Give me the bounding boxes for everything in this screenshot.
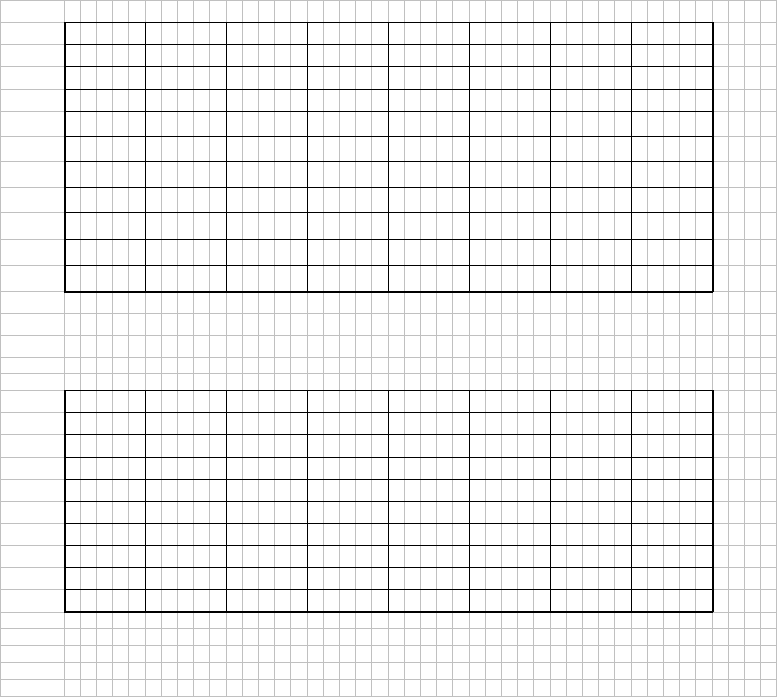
ratio-cell[interactable]	[145, 567, 226, 589]
output-label	[0, 22, 64, 44]
border	[712, 22, 714, 292]
gear-cell[interactable]	[469, 239, 550, 265]
gear-cell[interactable]	[145, 161, 226, 187]
gear-cell[interactable]	[64, 89, 145, 111]
gears-row-label-right	[712, 187, 742, 212]
ratio-cell[interactable]	[226, 501, 307, 523]
gear-cell[interactable]	[388, 239, 469, 265]
gears-row-label-right	[712, 161, 742, 187]
ratio-cell[interactable]	[550, 567, 631, 589]
ratio-cell[interactable]	[388, 479, 469, 501]
gear-cell[interactable]	[631, 89, 712, 111]
ratio-cell[interactable]	[469, 457, 550, 479]
gridline	[0, 662, 777, 663]
ratio-cell[interactable]	[307, 523, 388, 545]
border	[64, 22, 66, 292]
gear-cell[interactable]	[226, 161, 307, 187]
gear-cell[interactable]	[469, 89, 550, 111]
ratio-cell[interactable]	[64, 479, 145, 501]
ratio-cell[interactable]	[307, 479, 388, 501]
ratios-row-label-right	[712, 523, 742, 545]
target-value	[631, 357, 712, 373]
gears-col-footer-a	[64, 265, 145, 291]
ratio-cell[interactable]	[388, 567, 469, 589]
ratio-cell[interactable]	[550, 479, 631, 501]
ratio-cell[interactable]	[307, 457, 388, 479]
gear-cell[interactable]	[145, 66, 226, 89]
gear-cell[interactable]	[145, 212, 226, 239]
gears-col-footer-g	[550, 265, 631, 291]
target-label	[0, 357, 64, 373]
ratios-row-label-right	[712, 457, 742, 479]
ratios-col-header-a	[64, 390, 145, 412]
ratios-col-footer-d	[307, 589, 388, 612]
gears-col-footer-f	[469, 265, 550, 291]
ratios-col-header-e	[388, 390, 469, 412]
gear-cell[interactable]	[226, 187, 307, 212]
gridline	[0, 313, 777, 314]
range-value	[307, 373, 388, 390]
gear-cell[interactable]	[145, 239, 226, 265]
ratio-cell[interactable]	[631, 457, 712, 479]
ratios-col-footer-f	[469, 589, 550, 612]
ratio-cell[interactable]	[226, 434, 307, 457]
ratios-col-header-f	[469, 390, 550, 412]
gears-row-label	[0, 89, 48, 111]
gear-cell[interactable]	[226, 89, 307, 111]
ratio-cell[interactable]	[226, 545, 307, 567]
gear-cell[interactable]	[307, 212, 388, 239]
ratio-cell[interactable]	[226, 479, 307, 501]
count-label	[0, 679, 64, 696]
gears-col-footer-h	[631, 265, 712, 291]
gears-col-header-g	[550, 44, 631, 66]
gear-cell[interactable]	[307, 89, 388, 111]
ratios-col-footer-g	[550, 589, 631, 612]
ratio-cell[interactable]	[226, 412, 307, 434]
count-value	[64, 645, 96, 662]
count-label	[0, 628, 64, 645]
ratio-cell[interactable]	[550, 501, 631, 523]
ratio-cell[interactable]	[469, 434, 550, 457]
gear-cell[interactable]	[145, 187, 226, 212]
gear-cell[interactable]	[145, 111, 226, 136]
gears-row-label	[0, 111, 48, 136]
ratio-cell[interactable]	[550, 523, 631, 545]
total-label	[145, 645, 226, 662]
gear-cell[interactable]	[469, 187, 550, 212]
ratio-cell[interactable]	[631, 567, 712, 589]
total-value	[242, 662, 290, 679]
ratio-cell[interactable]	[64, 434, 145, 457]
gear-cell[interactable]	[550, 187, 631, 212]
range-value	[64, 373, 145, 390]
ratios-col-footer-e	[388, 589, 469, 612]
ratio-cell[interactable]	[550, 545, 631, 567]
total-label	[145, 662, 226, 679]
target-value	[64, 357, 145, 373]
border	[145, 22, 146, 292]
border	[226, 22, 227, 292]
output-value-g	[550, 22, 631, 44]
range-value	[388, 373, 469, 390]
ratio-cell[interactable]	[469, 479, 550, 501]
gear-cell[interactable]	[469, 66, 550, 89]
border	[64, 390, 66, 612]
high-label	[712, 357, 776, 373]
target-value	[307, 357, 388, 373]
ratios-col-header-c	[226, 390, 307, 412]
ratio-cell[interactable]	[145, 412, 226, 434]
gear-cell[interactable]	[631, 136, 712, 161]
ratio-cell[interactable]	[550, 434, 631, 457]
ratio-cell[interactable]	[145, 434, 226, 457]
ratios-row-label	[0, 567, 62, 589]
ratio-cell[interactable]	[145, 545, 226, 567]
gear-cell[interactable]	[631, 187, 712, 212]
gear-cell[interactable]	[64, 212, 145, 239]
gear-cell[interactable]	[388, 212, 469, 239]
ratios-row-label	[0, 523, 62, 545]
gears-row-label-right	[712, 89, 742, 111]
ratios-col-header-g	[550, 390, 631, 412]
border	[388, 22, 389, 292]
ratio-cell[interactable]	[631, 412, 712, 434]
border	[550, 22, 551, 292]
gears-col-header-b	[145, 44, 226, 66]
gears-row-label-right	[712, 212, 742, 239]
gear-cell[interactable]	[307, 66, 388, 89]
ratio-cell[interactable]	[631, 545, 712, 567]
ratio-cell[interactable]	[631, 434, 712, 457]
ratios-col-header-h	[631, 390, 712, 412]
count-value	[64, 662, 96, 679]
target-value	[388, 357, 469, 373]
gear-cell[interactable]	[550, 66, 631, 89]
gear-cell[interactable]	[307, 136, 388, 161]
output-value-a	[64, 22, 145, 44]
ratio-cell[interactable]	[226, 457, 307, 479]
gears-col-header-d	[307, 44, 388, 66]
total-label	[145, 628, 226, 645]
ratio-cell[interactable]	[550, 457, 631, 479]
ratios-row-label-right	[712, 479, 742, 501]
ratio-cell[interactable]	[145, 523, 226, 545]
gear-cell[interactable]	[226, 239, 307, 265]
result-shaft	[339, 645, 355, 662]
total-value	[242, 645, 290, 662]
result-high	[404, 645, 437, 662]
gear-cell[interactable]	[469, 136, 550, 161]
gridline	[0, 679, 777, 680]
ratios-row-label-right	[712, 545, 742, 567]
result-ratio	[598, 645, 647, 662]
gear-cell[interactable]	[550, 89, 631, 111]
gear-cell[interactable]	[388, 187, 469, 212]
gear-cell[interactable]	[307, 111, 388, 136]
gears-title	[64, 0, 712, 22]
ratios-row-label	[0, 501, 62, 523]
border	[145, 390, 146, 612]
range-value	[550, 373, 631, 390]
gears-row-label	[0, 66, 48, 89]
output-value-e	[388, 22, 469, 44]
gear-cell[interactable]	[307, 187, 388, 212]
ratios-col-footer-b	[145, 589, 226, 612]
count-value	[64, 679, 96, 696]
output-value-b	[145, 22, 226, 44]
ratios-row-label-right	[712, 434, 742, 457]
gear-cell[interactable]	[388, 66, 469, 89]
ratio-cell[interactable]	[307, 545, 388, 567]
gears-row-label	[0, 239, 48, 265]
count-label	[0, 645, 64, 662]
gear-cell[interactable]	[145, 136, 226, 161]
border	[469, 390, 470, 612]
border	[307, 22, 308, 292]
gear-cell[interactable]	[631, 66, 712, 89]
border	[550, 390, 551, 612]
ratio-cell[interactable]	[64, 457, 145, 479]
ratio-cell[interactable]	[64, 412, 145, 434]
ratio-cell[interactable]	[307, 567, 388, 589]
count-label	[0, 662, 64, 679]
gear-cell[interactable]	[226, 66, 307, 89]
gear-cell[interactable]	[64, 187, 145, 212]
ratio-cell[interactable]	[307, 412, 388, 434]
gears-row-label-right	[712, 66, 742, 89]
border	[388, 390, 389, 612]
ratios-row-label-right	[712, 501, 742, 523]
gear-cell[interactable]	[631, 212, 712, 239]
total-value	[242, 628, 290, 645]
ratios-row-label	[0, 479, 62, 501]
ratios-row-label-right	[712, 412, 742, 434]
gear-cell[interactable]	[226, 136, 307, 161]
gear-cell[interactable]	[550, 239, 631, 265]
gear-cell[interactable]	[388, 136, 469, 161]
gears-col-footer-b	[145, 265, 226, 291]
range-value	[145, 373, 226, 390]
ratio-cell[interactable]	[388, 523, 469, 545]
gears-col-footer-d	[307, 265, 388, 291]
ratio-cell[interactable]	[388, 457, 469, 479]
gear-cell[interactable]	[226, 212, 307, 239]
border	[631, 390, 632, 612]
gear-cell[interactable]	[226, 111, 307, 136]
ratio-cell[interactable]	[145, 501, 226, 523]
ratio-cell[interactable]	[469, 412, 550, 434]
range-value	[631, 373, 712, 390]
ratio-cell[interactable]	[226, 523, 307, 545]
border	[631, 22, 632, 292]
gears-row-label-right	[712, 111, 742, 136]
gears-row-label-right	[712, 239, 742, 265]
gear-cell[interactable]	[550, 161, 631, 187]
ratios-title	[64, 335, 712, 357]
ratio-cell[interactable]	[226, 567, 307, 589]
gears-row-label-right	[712, 136, 742, 161]
result-ratio	[598, 628, 647, 645]
output-value-h	[631, 22, 712, 44]
gears-col-header-f	[469, 44, 550, 66]
gear-cell[interactable]	[388, 161, 469, 187]
ratio-cell[interactable]	[388, 434, 469, 457]
ratio-cell[interactable]	[388, 412, 469, 434]
ratios-row-label-right	[712, 567, 742, 589]
ratio-cell[interactable]	[469, 501, 550, 523]
result-high	[404, 628, 437, 645]
ratio-cell[interactable]	[631, 523, 712, 545]
gridline	[744, 0, 745, 697]
output-value-c	[226, 22, 307, 44]
gears-row-label	[0, 212, 48, 239]
gear-cell[interactable]	[307, 239, 388, 265]
count-value	[64, 628, 96, 645]
gridline	[760, 0, 761, 697]
ratio-cell[interactable]	[631, 501, 712, 523]
ratio-cell[interactable]	[550, 412, 631, 434]
ratios-col-footer-a	[64, 589, 145, 612]
gears-row-label	[0, 187, 48, 212]
gears-col-header-a	[64, 44, 145, 66]
border	[307, 390, 308, 612]
ratio-cell[interactable]	[631, 479, 712, 501]
gear-cell[interactable]	[64, 161, 145, 187]
gear-cell[interactable]	[388, 111, 469, 136]
target-value	[550, 357, 631, 373]
gears-col-header-h	[631, 44, 712, 66]
output-value-f	[469, 22, 550, 44]
target-value	[226, 357, 307, 373]
target-value	[145, 357, 226, 373]
gear-cell[interactable]	[388, 89, 469, 111]
gear-cell[interactable]	[145, 89, 226, 111]
ratios-col-footer-h	[631, 589, 712, 612]
ratio-cell[interactable]	[469, 567, 550, 589]
gear-cell[interactable]	[631, 111, 712, 136]
gear-cell[interactable]	[469, 161, 550, 187]
result-low	[355, 628, 388, 645]
gear-cell[interactable]	[550, 111, 631, 136]
ratio-cell[interactable]	[307, 434, 388, 457]
gears-col-header-c	[226, 44, 307, 66]
border	[469, 22, 470, 292]
gears-col-footer-e	[388, 265, 469, 291]
gear-cell[interactable]	[550, 212, 631, 239]
ratios-col-footer-c	[226, 589, 307, 612]
ratio-cell[interactable]	[64, 545, 145, 567]
gears-row-label	[0, 136, 48, 161]
gear-cell[interactable]	[64, 66, 145, 89]
gear-cell[interactable]	[64, 111, 145, 136]
ratio-cell[interactable]	[64, 567, 145, 589]
ratio-cell[interactable]	[64, 523, 145, 545]
range-value	[469, 373, 550, 390]
result-low	[355, 645, 388, 662]
gear-cell[interactable]	[550, 136, 631, 161]
ratio-cell[interactable]	[469, 545, 550, 567]
result-shaft	[339, 628, 355, 645]
ratios-col-header-b	[145, 390, 226, 412]
output-value-d	[307, 22, 388, 44]
gears-row-label	[0, 161, 48, 187]
ratios-row-label	[0, 412, 62, 434]
border	[226, 390, 227, 612]
gears-col-header-e	[388, 44, 469, 66]
ratio-cell[interactable]	[388, 501, 469, 523]
gear-cell[interactable]	[307, 161, 388, 187]
ratio-cell[interactable]	[388, 545, 469, 567]
low-label	[712, 373, 776, 390]
ratios-row-label	[0, 434, 62, 457]
gear-cell[interactable]	[469, 212, 550, 239]
ratios-row-label	[0, 457, 62, 479]
ratios-row-label	[0, 545, 62, 567]
range-label	[0, 373, 64, 390]
range-value	[226, 373, 307, 390]
gear-cell[interactable]	[631, 239, 712, 265]
border	[712, 390, 714, 612]
ratios-col-header-d	[307, 390, 388, 412]
gear-cell[interactable]	[469, 111, 550, 136]
ratio-cell[interactable]	[64, 501, 145, 523]
ratio-cell[interactable]	[145, 457, 226, 479]
gear-cell[interactable]	[64, 239, 145, 265]
gear-cell[interactable]	[64, 136, 145, 161]
ratio-cell[interactable]	[145, 479, 226, 501]
ratio-cell[interactable]	[469, 523, 550, 545]
gear-cell[interactable]	[631, 161, 712, 187]
target-value	[469, 357, 550, 373]
ratio-cell[interactable]	[307, 501, 388, 523]
gears-col-footer-c	[226, 265, 307, 291]
